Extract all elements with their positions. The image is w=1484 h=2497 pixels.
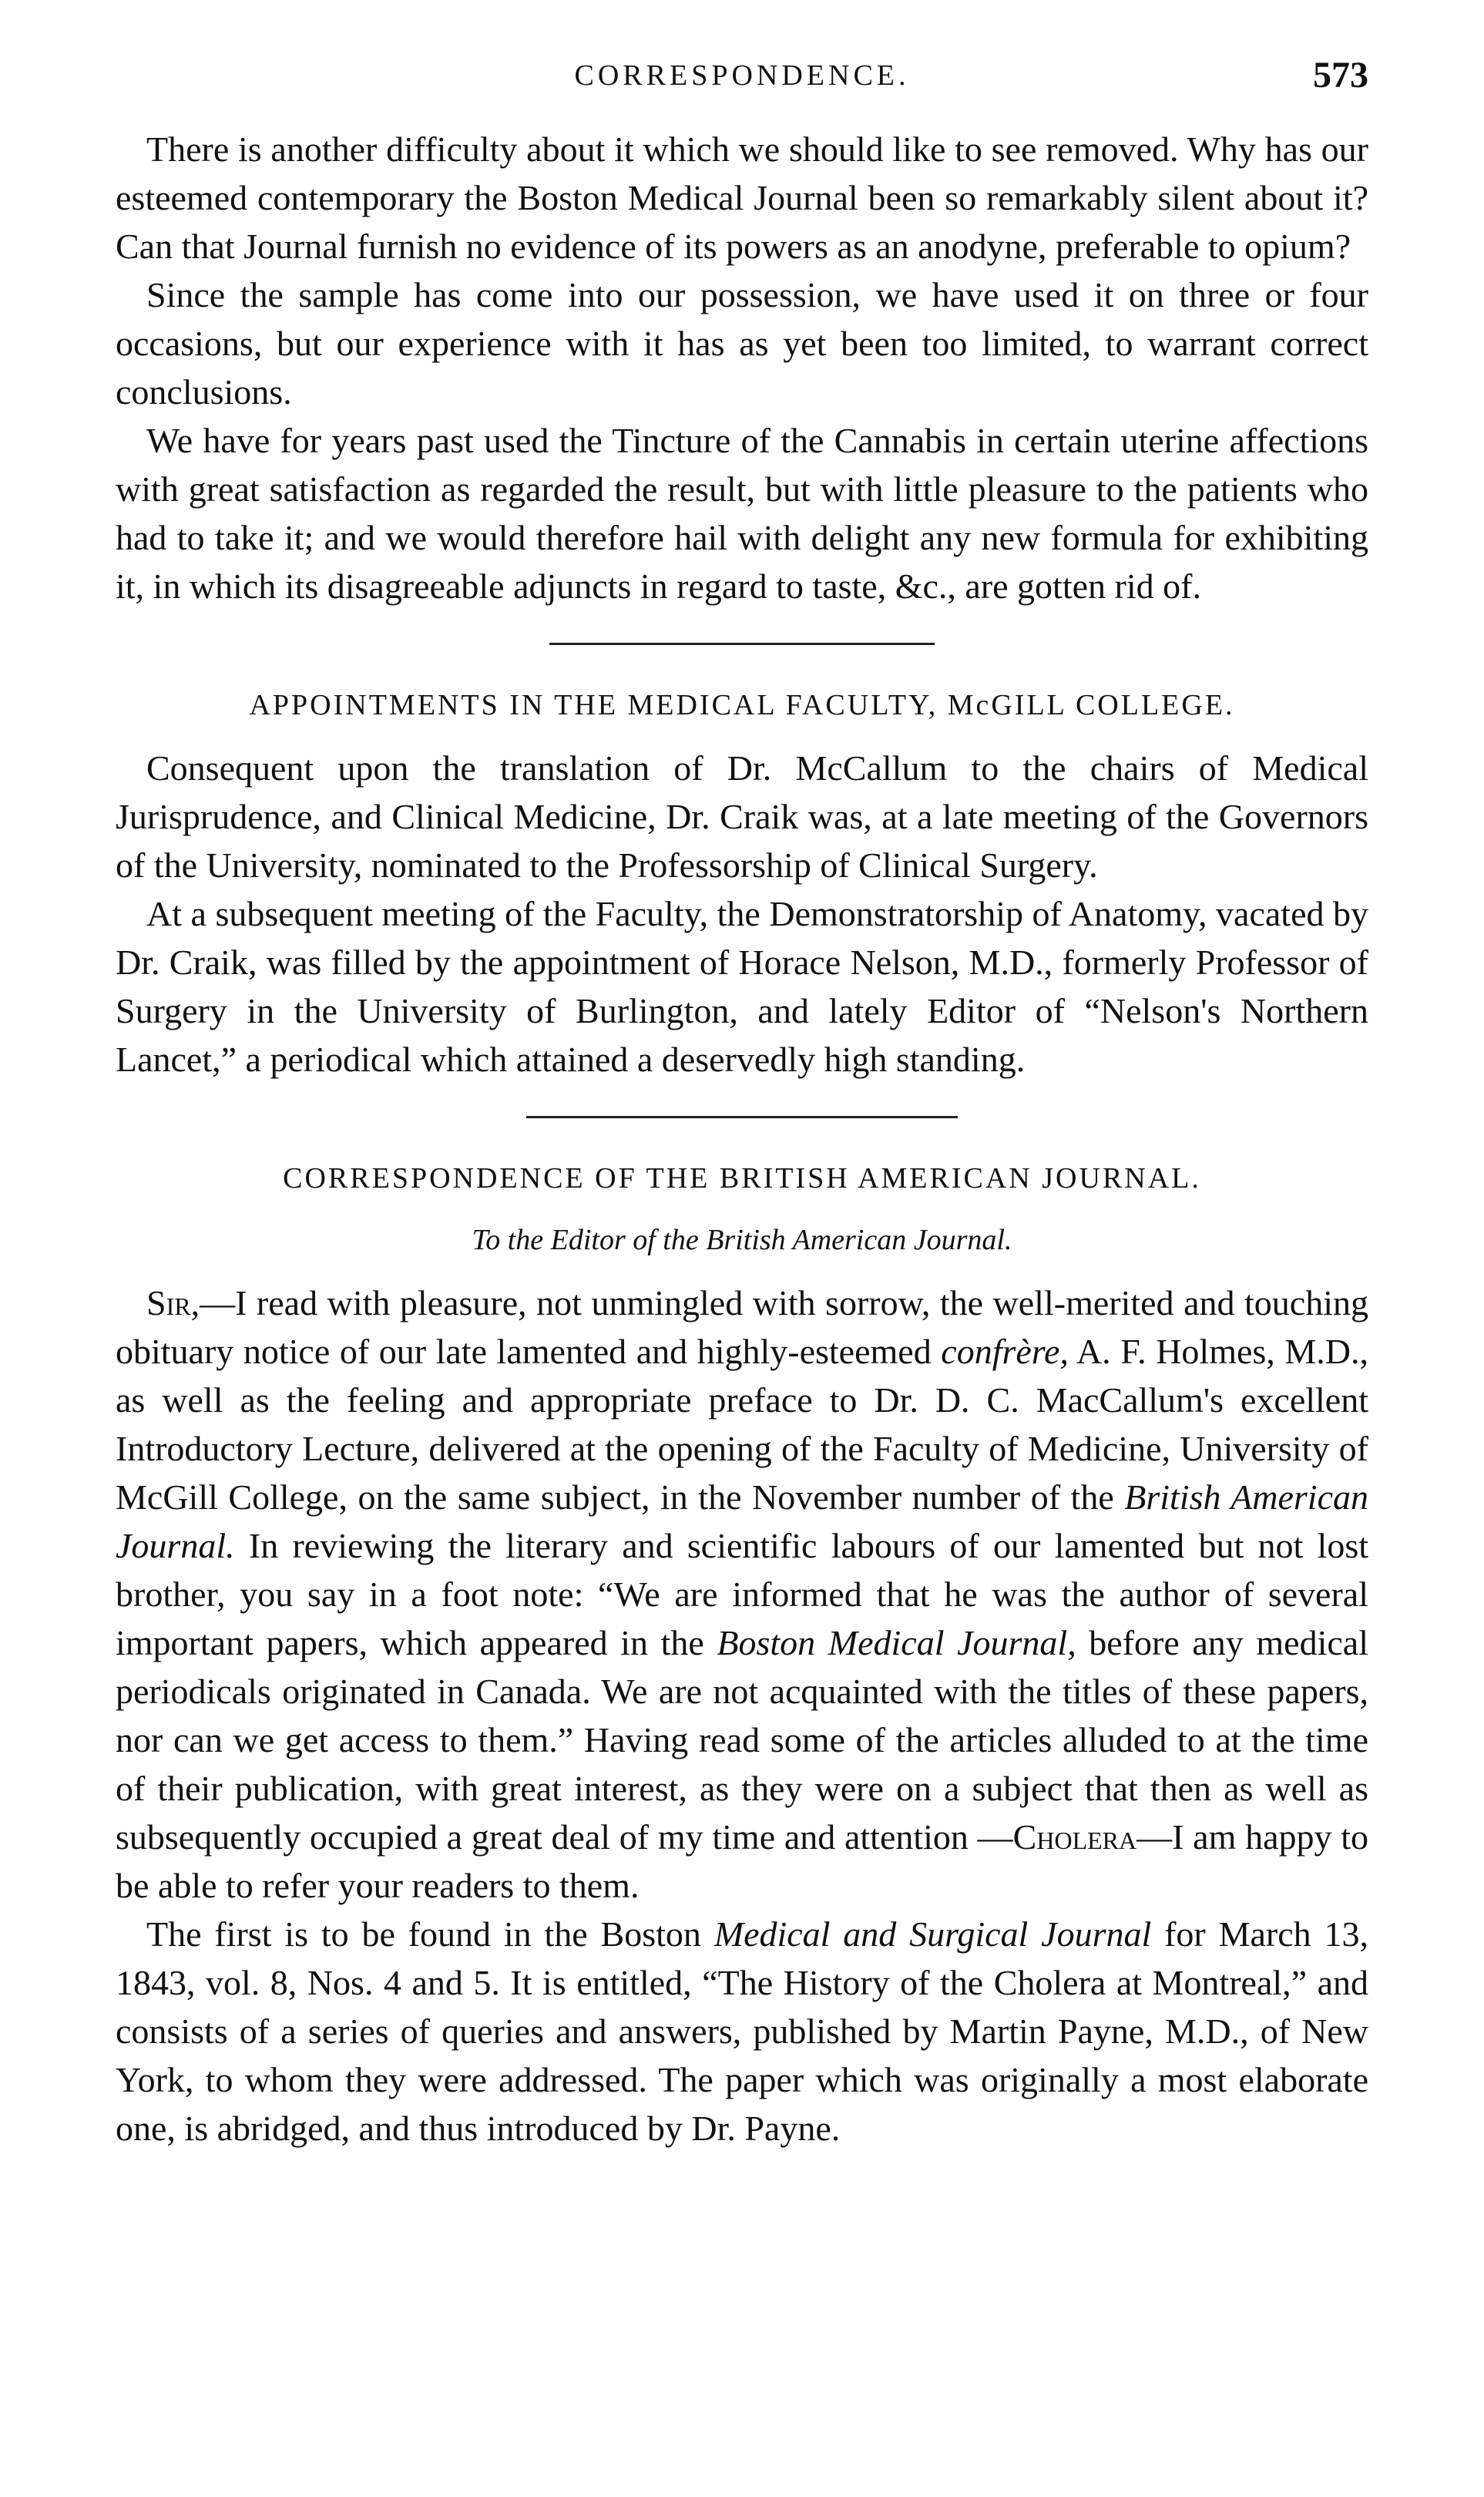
running-title: CORRESPONDENCE. [574,59,910,92]
section-appointments [116,682,1368,1084]
section-divider [549,643,935,645]
running-head [116,54,1368,103]
paragraph: Since the sample has come into our possession, we have used it on three or four occasions, but our experience with it has as yet been too limited, to warrant correct conclusions. [116,275,1368,412]
journal-title: Medical and Surgical Journal [713,1914,1152,1954]
section-divider [526,1116,958,1118]
small-caps-term: Cholera [1012,1817,1137,1857]
section-heading: CORRESPONDENCE OF THE BRITISH AMERICAN JOURNAL. [283,1162,1201,1195]
paragraph: Consequent upon the translation of Dr. McCallum to the chairs of Medical Jurisprudence, and Clinical Medicine, Dr. Craik was, at a late meeting of the Governors of the University, nominated to the Professorship of Clinical Surgery. [116,748,1368,885]
letter-paragraph: Sir,—I read with pleasure, not unmingled with sorrow, the well-merited and touching obituary notice of our late lamented and highly-esteemed confrère, A. F. Holmes, M.D., as well as the feeling and appropriate preface to Dr. D. C. MacCallum's excellent Introductory Lecture, delivered at the opening of the Faculty of Medicine, University of McGill College, on the same subject, in the November number of the British American Journal. In reviewing the literary and scientific labours of our lamented but not lost brother, you say in a foot note: “We are informed that he was the author of several important papers, which appeared in the Boston Medical Journal, before any medical periodicals originated in Canada. We are not acquainted with the titles of these papers, nor can we get access to them.” Having read some of the articles alluded to at the time of their publication, with great interest, as they were on a subject that then as well as subsequently occupied a great deal of my time and attention —Cholera—I am happy to be able to refer your readers to them. [116,1283,1369,1905]
journal-title: British American Journal. [116,1477,1369,1565]
paragraph: There is another difficulty about it which we should like to see removed. Why has our esteemed contemporary the Boston Medical Journal been so remarkably silent about it? Can that Journal furnish no evidence of its powers as an anodyne, preferable to opium? [116,129,1368,266]
section-heading: APPOINTMENTS IN THE MEDICAL FACULTY, McGILL COLLEGE. [249,689,1235,721]
letter-paragraph: The first is to be found in the Boston Medical and Surgical Journal for March 13, 1843, vol. 8, Nos. 4 and 5. It is entitled, “The History of the Cholera at Montreal,” and consists of a series of queries and answers, published by Martin Payne, M.D., of New York, to whom they were addressed. The paper which was originally a most elaborate one, is abridged, and thus introduced by Dr. Payne. [116,1914,1368,2148]
section-correspondence [116,1155,1368,2153]
salutation: To the Editor of the British American Journal. [472,1224,1012,1256]
italic-term: confrère, [941,1332,1069,1371]
paragraph: We have for years past used the Tincture of the Cannabis in certain uterine affections with great satisfaction as regarded the result, but with little pleasure to the patients who had to take it; and we would therefore hail with delight any new formula for exhibiting it, in which its disagreeable adjuncts in regard to taste, &c., are gotten rid of. [116,421,1368,606]
journal-title: Boston Medical Journal, [717,1623,1076,1662]
section-cannabis-notes [116,125,1368,610]
page-number: 573 [1313,55,1368,96]
letter-opening: Sir, [146,1283,200,1322]
paragraph: At a subsequent meeting of the Faculty, the Demonstratorship of Anatomy, vacated by Dr. Craik, was filled by the appointment of Horace Nelson, M.D., formerly Professor of Surgery in the University of Burlington, and lately Editor of “Nelson's Northern Lancet,” a periodical which attained a deservedly high standing. [116,894,1368,1079]
